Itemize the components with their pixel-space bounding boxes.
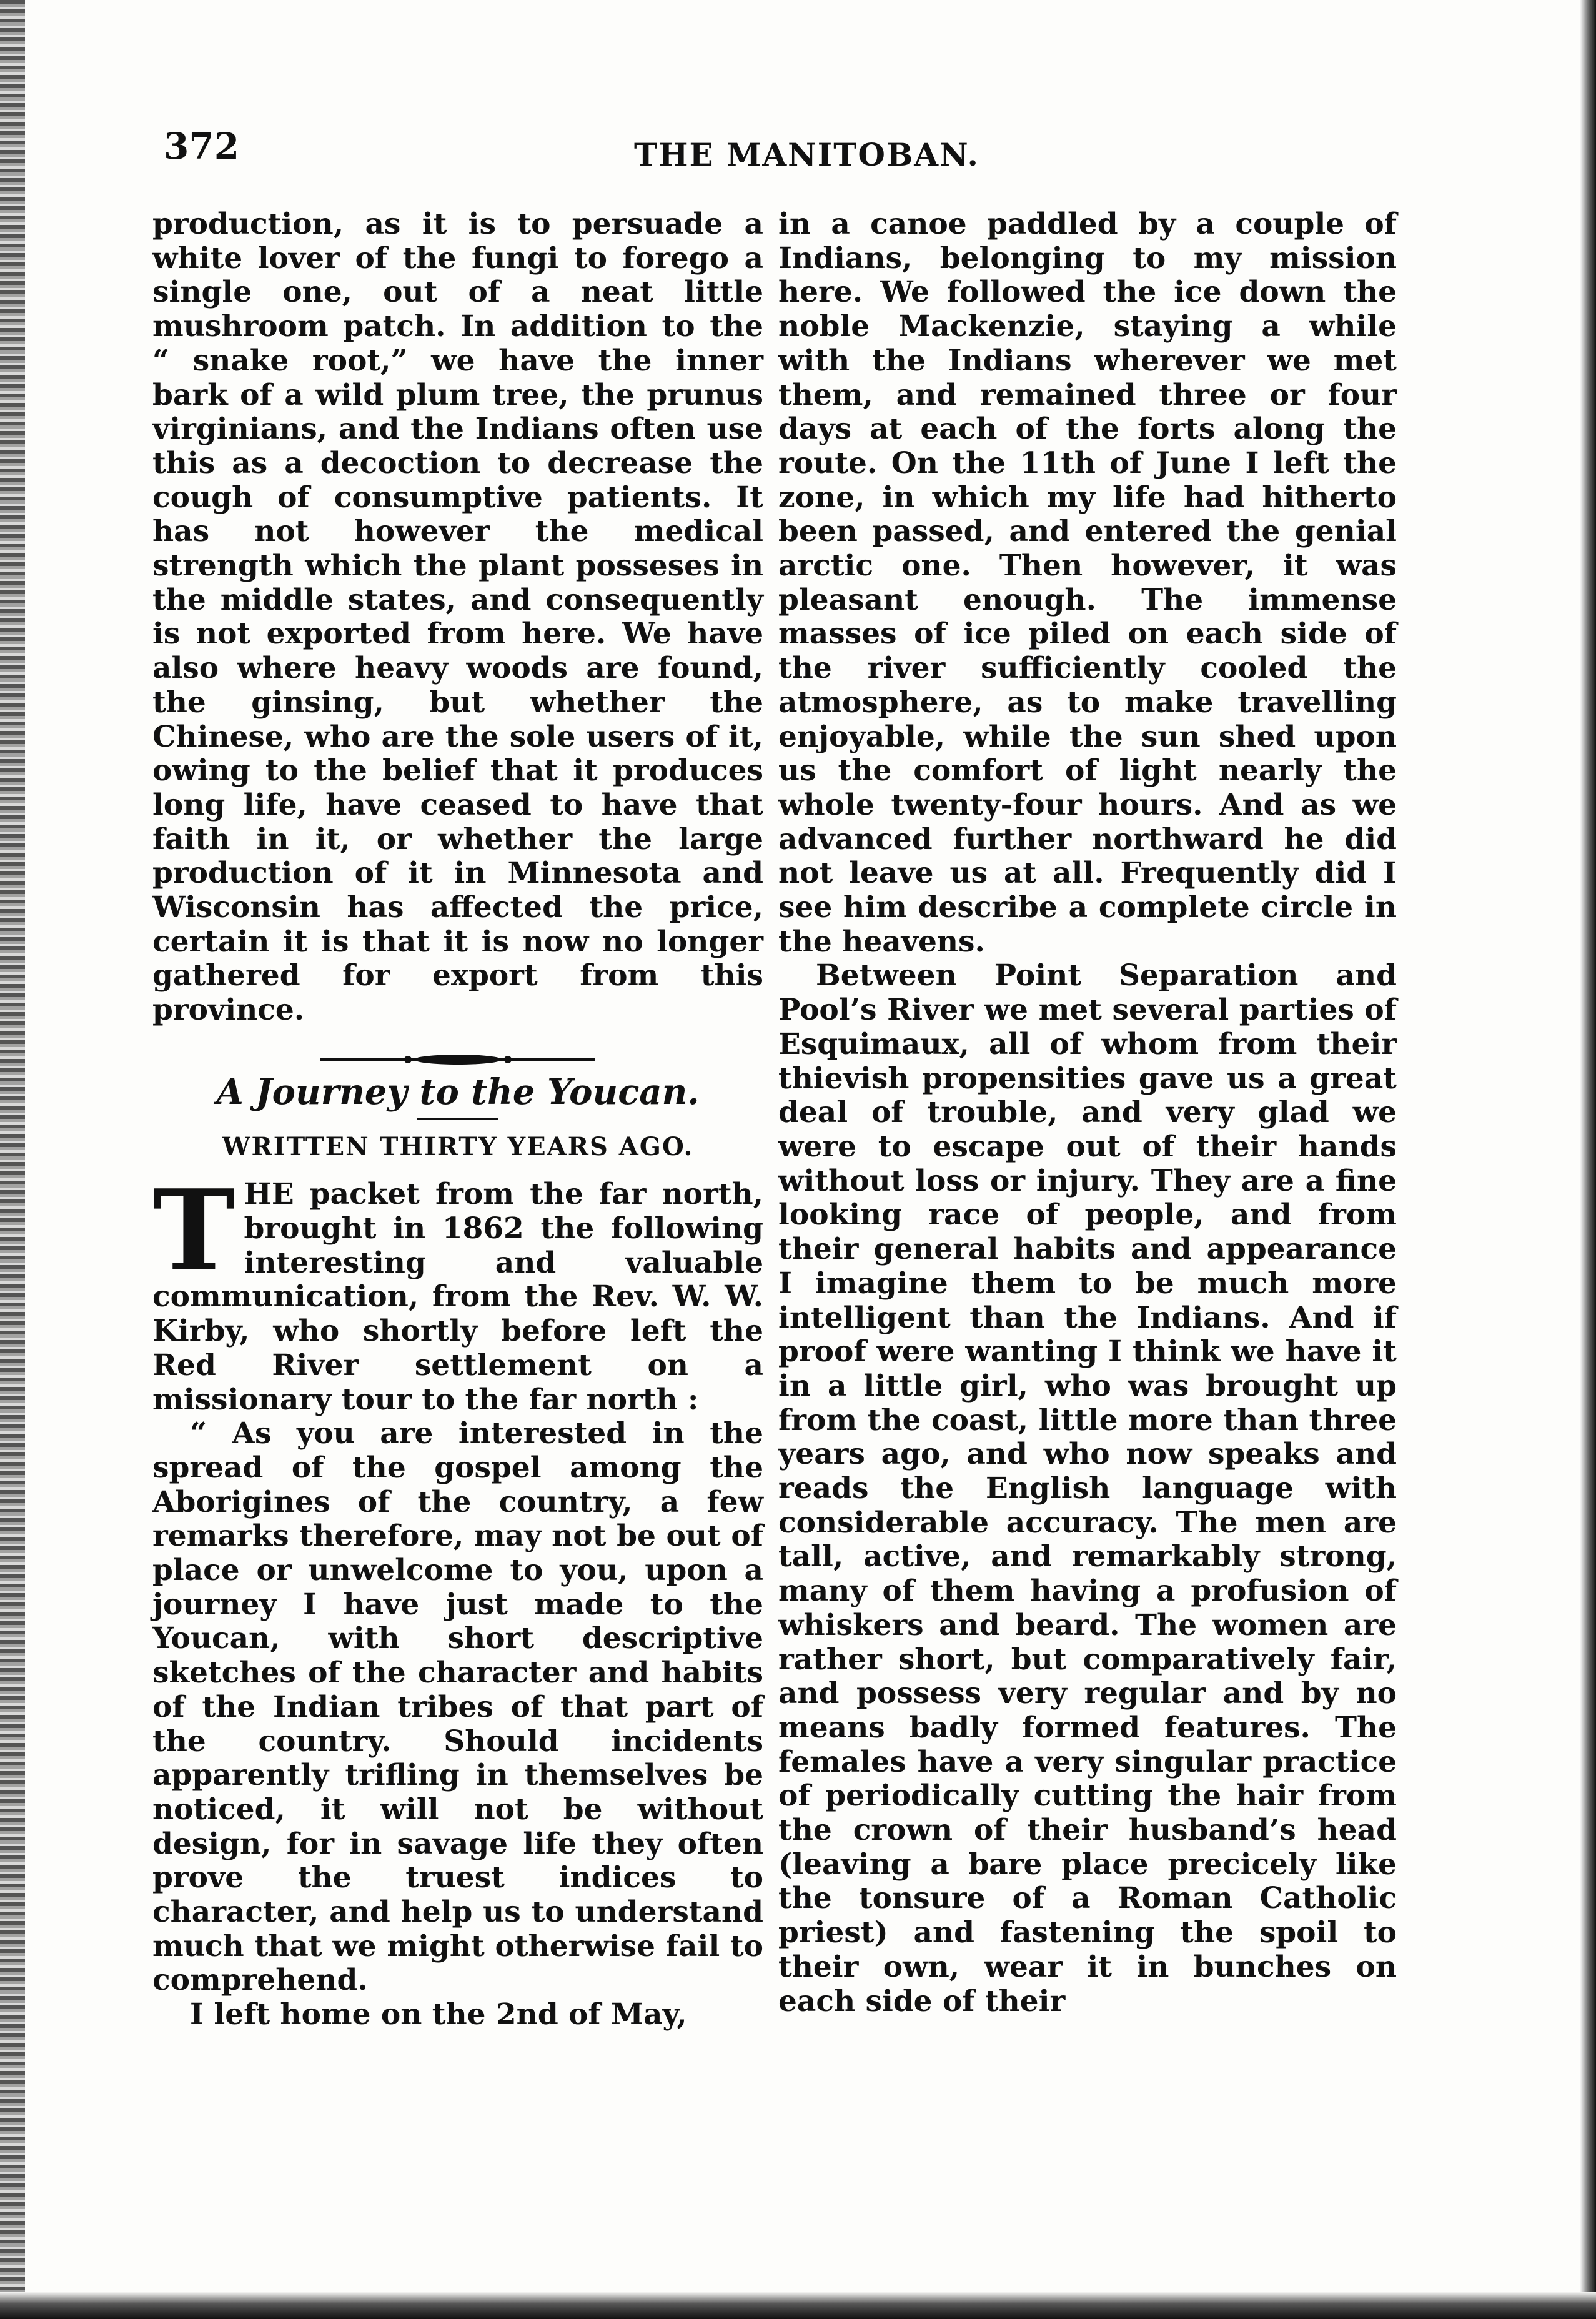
right-column xyxy=(778,207,1397,2019)
ornamental-rule-icon xyxy=(320,1049,595,1070)
article-intro-text: HE packet from the far north, brought in 1862 the following interesting and valuable communication, from the Rev. W. W. Kirby, who shortly before left the Red River settlement on a missionary tour to the far north : xyxy=(152,1177,763,1417)
article-intro-paragraph xyxy=(152,1165,763,1417)
running-title: THE MANITOBAN. xyxy=(634,136,979,173)
intro-paragraph: production, as it is to persuade a white lover of the fungi to forego a single one, out of a neat little mushroom patch. In addition to the “ snake root,” we have the inner bark of a wild plum tree, the prunus virginians, and the Indians often use this as a decoction to decrease the cough of consumptive patients. It has not however the medical strength which the plant posseses in the middle states, and consequently is not exported from here. We have also where heavy woods are found, the ginsing, but whether the Chinese, who are the sole users of it, owing to the belief that it produces long life, have ceased to have that faith in it, or whether the large production of it in Minnesota and Wisconsin has affected the price, certain it is that it is now no longer gathered for export from this province. xyxy=(152,207,763,1028)
right-paragraph-2: Between Point Separation and Pool’s River we met several parties of Esquimaux, all of whom from their thievish propensities gave us a great deal of trouble, and very glad we were to escape out of their hands without loss or injury. They are a fine looking race of people, and from their general habits and appearance I imagine them to be much more intelligent than the Indians. And if proof were wanting I think we have it in a little girl, who was brought up from the coast, little more than three years ago, and who now speaks and reads the English language with considerable accuracy. The men are tall, active, and remarkably strong, many of them having a profusion of whiskers and beard. The women are rather short, but comparatively fair, and possess very regular and by no means badly formed features. The females have a very singular practice of periodically cutting the hair from the crown of their husband’s head (leaving a bare place precicely like the tonsure of a Roman Catholic priest) and fastening the spoil to their own, wear it in bunches on each side of their xyxy=(778,958,1397,2019)
title-divider xyxy=(417,1118,498,1120)
left-column xyxy=(152,207,763,2032)
page-bottom-shadow xyxy=(0,2292,1596,2319)
article-subtitle: WRITTEN THIRTY YEARS AGO. xyxy=(222,1131,694,1161)
closing-line: I left home on the 2nd of May, xyxy=(190,1997,687,2032)
drop-cap: T xyxy=(152,1165,235,1296)
letter-paragraph: “ As you are interested in the spread of the gospel among the Aborigines of the country, a few remarks therefore, may not be out of place or unwelcome to you, upon a journey I have just made to the Youcan, with short descriptive sketches of the character and habits of the Indian tribes of that part of the country. Should incidents apparently trifling in themselves be noticed, it will not be without design, for in savage life they often prove the truest indices to character, and help us to understand much that we might otherwise fail to comprehend. xyxy=(152,1416,763,1998)
right-paragraph-1: in a canoe paddled by a couple of Indians, belonging to my mission here. We followed the ice down the noble Mackenzie, staying a while with the Indians wherever we met them, and remained three or four days at each of the forts along the route. On the 11th of June I left the zone, in which my life had hitherto been passed, and entered the genial arctic one. Then however, it was pleasant enough. The immense masses of ice piled on each side of the river sufficiently cooled the atmosphere, as to make travelling enjoyable, while the sun shed upon us the comfort of light nearly the whole twenty-four hours. And as we advanced further northward he did not leave us at all. Frequently did I see him describe a complete circle in the heavens. xyxy=(778,207,1397,959)
page-edge-shadow xyxy=(1580,0,1596,2319)
page-number: 372 xyxy=(164,125,240,167)
binding-gutter xyxy=(0,0,25,2319)
article-title: A Journey to the Youcan. xyxy=(216,1071,700,1113)
